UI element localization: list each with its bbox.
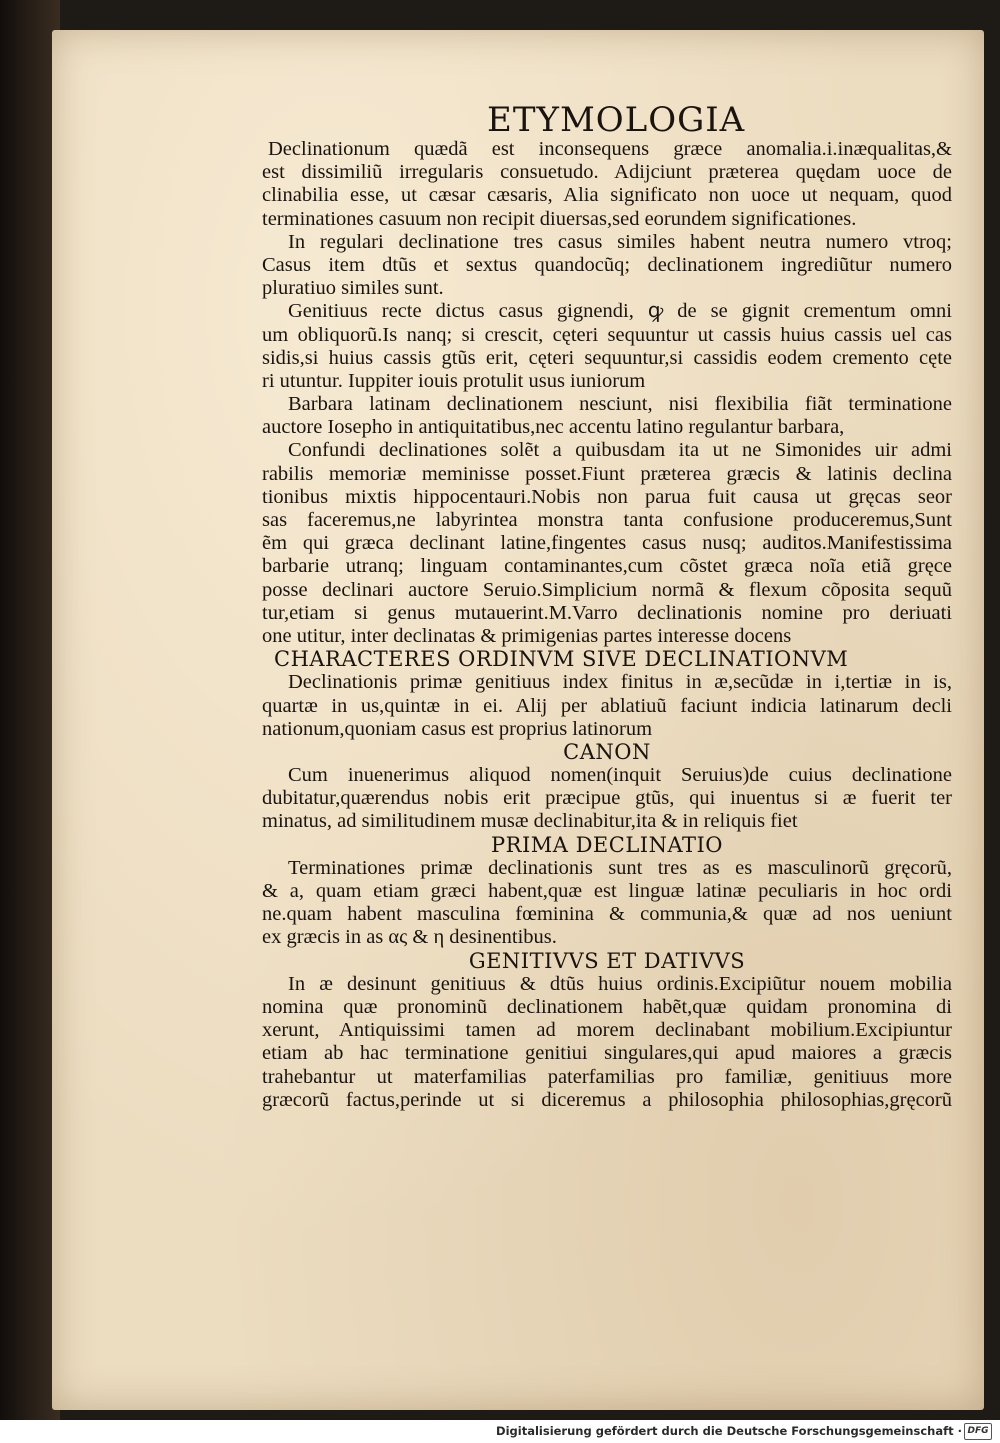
text-line: tur,etiam si genus mutauerint.M.Varro declinationis nomine pro deriuati bbox=[262, 601, 952, 624]
text-line: auctore Iosepho in antiquitatibus,nec accentu latino regulantur barbara, bbox=[262, 416, 845, 439]
text-line: nationum,quoniam casus est proprius latinorum bbox=[262, 717, 653, 740]
text-line: one utitur, inter declinatas & primigenias partes interesse docens bbox=[262, 624, 792, 647]
text-line: etiam ab hac terminatione genitiui singulares,qui apud maiores a græcis bbox=[262, 1042, 952, 1065]
text-line: dubitatur,quærendus nobis erit præcipue gtũs, qui inuentus si æ fuerit ter bbox=[262, 787, 952, 810]
page-body bbox=[262, 138, 952, 1112]
section-heading: PRIMA DECLINATIO bbox=[491, 833, 723, 857]
text-line: Barbara latinam declinationem nesciunt, nisi flexibilia fiãt terminatione bbox=[288, 393, 952, 416]
text-line: Cum inuenerimus aliquod nomen(inquit Seruius)de cuius declinatione bbox=[288, 764, 952, 787]
dfg-logo-icon: DFG bbox=[964, 1423, 992, 1440]
text-line: ex græcis in as ας & η desinentibus. bbox=[262, 926, 557, 949]
funding-notice bbox=[496, 1424, 962, 1438]
text-line: Genitiuus recte dictus casus gignendi, ꝙ de se gignit crementum omni bbox=[288, 300, 952, 323]
text-line: & a, quam etiam græci habent,quæ est linguæ latinæ peculiaris in hoc ordi bbox=[262, 880, 952, 902]
text-line: posse declinari auctore Seruio.Simplicium normã & flexum cõposita sequũ bbox=[262, 578, 952, 601]
text-line: xerunt, Antiquissimi tamen ad morem declinabant mobilium.Excipiuntur bbox=[262, 1019, 952, 1042]
text-line: Declinationum quædã est inconsequens græce anomalia.i.inæqualitas,& bbox=[268, 138, 952, 160]
text-line: ẽm qui græca declinant latine,fingentes casus nusq; auditos.Manifestissima bbox=[262, 532, 952, 555]
text-line: sidis,si huius cassis gtũs erit, cęteri sequuntur,si cassidis eodem cremento cęte bbox=[262, 346, 952, 369]
text-line: clinabilia esse, ut cæsar cæsaris, Alia significato non uoce ut nequam, quod bbox=[262, 184, 952, 207]
text-line: quartæ in us,quintæ in ei. Alij per ablatiuũ faciunt indicia latinarum decli bbox=[262, 694, 952, 717]
text-line: ri utuntur. Iuppiter iouis protulit usus iuniorum bbox=[262, 369, 646, 392]
section-heading: CHARACTERES ORDINVM SIVE DECLINATIONVM bbox=[274, 648, 849, 672]
text-line: In regulari declinatione tres casus similes habent neutra numero vtroq; bbox=[288, 230, 952, 253]
text-line: tionibus mixtis hippocentauri.Nobis non parua fuit causa ut gręcas seor bbox=[262, 485, 952, 508]
text-line: græcorũ factus,perinde ut si diceremus a philosophia philosophias,gręcorũ bbox=[262, 1088, 952, 1111]
section-heading: CANON bbox=[563, 740, 651, 764]
funding-notice-separator: · bbox=[957, 1424, 962, 1438]
book-binding-edge bbox=[0, 0, 60, 1443]
text-line: barbarie utranq; linguam contaminantes,cum cõstet græca noĩa etiã gręce bbox=[262, 555, 952, 578]
running-header: ETYMOLOGIA bbox=[487, 100, 746, 140]
text-line: nomina quæ pronominũ declinationem habẽt,quæ quidam pronomina di bbox=[262, 995, 952, 1018]
text-line: Terminationes primæ declinationis sunt tres as es masculinorũ gręcorũ, bbox=[288, 856, 952, 879]
section-heading: GENITIVVS ET DATIVVS bbox=[468, 949, 746, 973]
text-line: sas faceremus,ne labyrintea monstra tanta confusione produceremus,Sunt bbox=[262, 509, 952, 531]
text-line: minatus, ad similitudinem musæ declinabitur,ita & in reliquis fiet bbox=[262, 810, 798, 833]
text-line: rabilis memoriæ meminisse posset.Fiunt præterea græcis & latinis declina bbox=[262, 462, 952, 485]
text-line: est dissimiliũ irregularis consuetudo. Adijciunt præterea quędam uoce de bbox=[262, 161, 952, 184]
text-line: um obliquorũ.Is nanq; si crescit, cęteri sequuntur ut cassis huius cassis uel cas bbox=[262, 323, 952, 346]
text-line: Declinationis primæ genitiuus index finitus in æ,secũdæ in i,tertiæ in is, bbox=[288, 671, 952, 694]
text-line: pluratiuo similes sunt. bbox=[262, 277, 444, 300]
text-line: terminationes casuum non recipit diuersas,sed eorundem significationes. bbox=[262, 207, 857, 230]
text-line: Confundi declinationes solẽt a quibusdam ita ut ne Simonides uir admi bbox=[288, 439, 952, 462]
text-line: In æ desinunt genitiuus & dtũs huius ordinis.Excipiũtur nouem mobilia bbox=[288, 972, 952, 995]
text-line: Casus item dtũs et sextus quandocũq; declinationem ingrediũtur numero bbox=[262, 253, 952, 276]
funding-notice-text: Digitalisierung gefördert durch die Deutsche Forschungsgemeinschaft bbox=[496, 1424, 954, 1438]
text-line: trahebantur ut materfamilias paterfamilias pro familiæ, genitiuus more bbox=[262, 1065, 952, 1088]
footer-bar bbox=[0, 1420, 1000, 1443]
text-line: ne.quam habent masculina fœminina & communia,& quæ ad nos ueniunt bbox=[262, 903, 952, 926]
